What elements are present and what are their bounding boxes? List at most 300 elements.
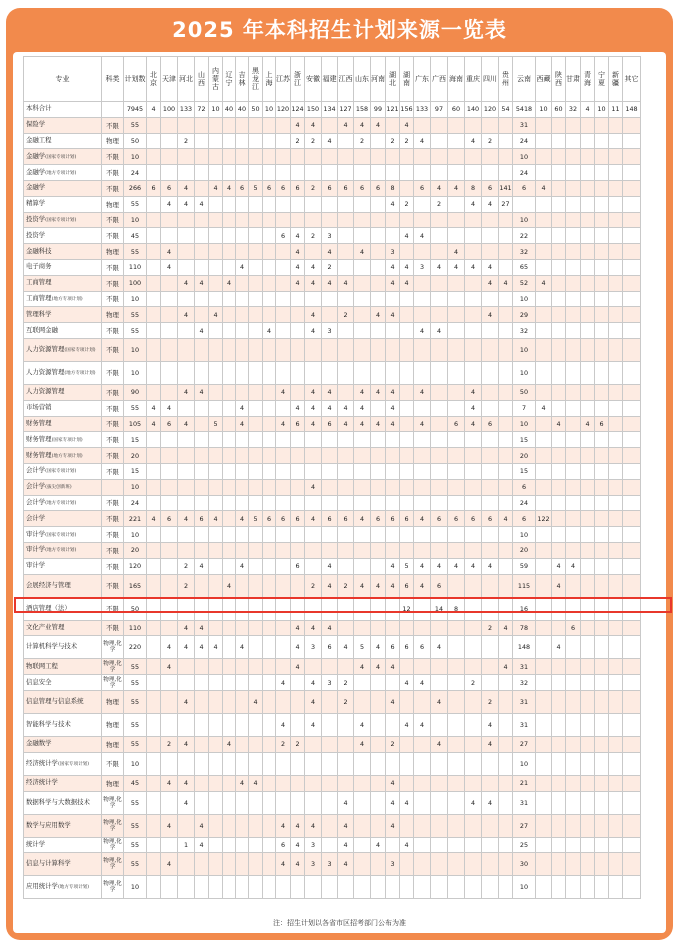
quota-cell (263, 117, 276, 133)
quota-cell (623, 837, 641, 853)
quota-cell (566, 361, 581, 384)
quota-cell (263, 853, 276, 876)
quota-cell: 22 (513, 228, 536, 244)
quota-cell: 20 (124, 542, 147, 558)
quota-cell (623, 736, 641, 752)
quota-cell (595, 736, 609, 752)
quota-cell (371, 713, 386, 736)
quota-cell (263, 165, 276, 181)
quota-cell (161, 527, 178, 543)
quota-cell: 7945 (124, 102, 147, 118)
quota-cell (595, 775, 609, 791)
quota-cell (536, 574, 552, 597)
quota-cell (195, 791, 209, 814)
quota-cell: 4 (276, 814, 291, 837)
quota-cell (195, 259, 209, 275)
quota-cell: 4 (448, 244, 465, 260)
quota-cell (263, 620, 276, 636)
quota-cell (414, 495, 431, 511)
quota-cell: 1 (178, 837, 195, 853)
quota-cell (223, 752, 236, 775)
quota-cell (291, 448, 305, 464)
subject-type-cell: 不限 (102, 597, 124, 620)
col-header: 贵州 (499, 57, 513, 102)
quota-cell (291, 432, 305, 448)
quota-cell: 10 (124, 752, 147, 775)
quota-cell (400, 307, 414, 323)
quota-cell (195, 212, 209, 228)
quota-cell (595, 636, 609, 659)
subject-type-cell: 物理,化学 (102, 791, 124, 814)
major-name: 计算机科学与技术 (26, 642, 78, 651)
subject-type-cell: 不限 (102, 416, 124, 432)
quota-cell (536, 361, 552, 384)
quota-cell (499, 416, 513, 432)
quota-cell (322, 338, 338, 361)
quota-cell (276, 620, 291, 636)
quota-cell: 2 (482, 133, 499, 149)
quota-cell: 6 (414, 636, 431, 659)
quota-cell (338, 713, 354, 736)
col-header: 安徽 (305, 57, 322, 102)
quota-cell (236, 432, 249, 448)
quota-cell: 141 (499, 180, 513, 196)
quota-cell: 2 (386, 736, 400, 752)
quota-cell: 6 (322, 636, 338, 659)
major-name: 会计学 (26, 482, 46, 491)
quota-cell (609, 180, 623, 196)
quota-cell (291, 323, 305, 339)
quota-cell (414, 814, 431, 837)
major-name-cell (24, 853, 102, 876)
quota-cell: 55 (124, 117, 147, 133)
subject-type-cell: 不限 (102, 448, 124, 464)
quota-cell (623, 659, 641, 675)
quota-cell (386, 361, 400, 384)
quota-cell: 20 (513, 542, 536, 558)
quota-cell (623, 323, 641, 339)
major-subtype: (拔尖创新班) (45, 485, 72, 491)
subject-type-cell (102, 102, 124, 118)
quota-cell: 4 (431, 323, 448, 339)
subject-type-cell: 不限 (102, 149, 124, 165)
quota-cell (623, 675, 641, 691)
quota-cell (566, 307, 581, 323)
quota-cell (581, 791, 595, 814)
quota-cell: 4 (338, 791, 354, 814)
quota-cell (371, 133, 386, 149)
quota-cell (595, 752, 609, 775)
col-header: 上海 (263, 57, 276, 102)
quota-cell (195, 228, 209, 244)
quota-cell (414, 338, 431, 361)
quota-cell (581, 659, 595, 675)
subject-type-cell (102, 479, 124, 495)
quota-cell (623, 752, 641, 775)
col-header: 广东 (414, 57, 431, 102)
quota-cell (623, 361, 641, 384)
quota-cell (499, 291, 513, 307)
table-row (24, 837, 641, 853)
quota-cell (236, 479, 249, 495)
quota-cell: 2 (322, 259, 338, 275)
major-name: 审计学 (26, 545, 46, 554)
col-header: 陕西 (552, 57, 566, 102)
quota-cell: 4 (338, 814, 354, 837)
quota-cell (263, 713, 276, 736)
quota-cell (223, 814, 236, 837)
quota-cell (161, 791, 178, 814)
quota-cell: 4 (178, 196, 195, 212)
quota-cell (431, 542, 448, 558)
quota-cell (482, 853, 499, 876)
quota-cell (291, 527, 305, 543)
quota-cell (499, 574, 513, 597)
col-header: 福建 (322, 57, 338, 102)
quota-cell (482, 291, 499, 307)
quota-cell: 4 (371, 636, 386, 659)
quota-cell: 55 (124, 675, 147, 691)
major-name-cell (24, 432, 102, 448)
quota-cell (178, 165, 195, 181)
quota-cell (566, 180, 581, 196)
quota-cell (354, 775, 371, 791)
quota-cell (499, 384, 513, 400)
quota-cell (609, 620, 623, 636)
quota-cell (322, 791, 338, 814)
quota-cell (609, 338, 623, 361)
quota-cell (566, 259, 581, 275)
quota-cell: 4 (223, 574, 236, 597)
major-name-cell (24, 752, 102, 775)
quota-cell (236, 384, 249, 400)
quota-cell: 10 (263, 102, 276, 118)
quota-cell (338, 259, 354, 275)
quota-cell (178, 259, 195, 275)
quota-cell (400, 690, 414, 713)
major-name-cell (24, 102, 102, 118)
quota-cell (566, 775, 581, 791)
quota-cell (263, 259, 276, 275)
quota-cell (400, 323, 414, 339)
quota-cell (195, 180, 209, 196)
quota-cell (465, 574, 482, 597)
quota-cell (623, 228, 641, 244)
quota-cell: 4 (386, 690, 400, 713)
quota-cell (400, 361, 414, 384)
quota-cell (595, 853, 609, 876)
major-name: 本科合计 (26, 104, 52, 113)
quota-cell (209, 275, 223, 291)
major-name-cell (24, 323, 102, 339)
quota-cell (536, 752, 552, 775)
quota-cell (448, 323, 465, 339)
quota-cell (178, 659, 195, 675)
quota-cell (291, 338, 305, 361)
major-name-cell (24, 690, 102, 713)
quota-cell (482, 448, 499, 464)
quota-cell: 31 (513, 117, 536, 133)
quota-cell (338, 775, 354, 791)
quota-cell: 4 (147, 416, 161, 432)
col-header: 宁夏 (595, 57, 609, 102)
quota-cell (581, 853, 595, 876)
quota-cell (400, 338, 414, 361)
quota-cell (263, 752, 276, 775)
quota-cell (482, 463, 499, 479)
quota-cell: 4 (161, 259, 178, 275)
quota-cell (566, 713, 581, 736)
quota-cell (536, 307, 552, 323)
quota-cell (209, 244, 223, 260)
quota-cell: 4 (322, 244, 338, 260)
quota-cell (354, 165, 371, 181)
quota-cell: 6 (147, 180, 161, 196)
quota-cell: 124 (291, 102, 305, 118)
quota-cell: 4 (236, 259, 249, 275)
quota-cell (581, 463, 595, 479)
quota-cell: 4 (465, 558, 482, 574)
quota-cell: 148 (623, 102, 641, 118)
quota-cell (566, 853, 581, 876)
quota-cell (236, 527, 249, 543)
quota-cell (223, 338, 236, 361)
major-name: 酒店管理（法） (26, 603, 71, 612)
major-name-cell (24, 527, 102, 543)
quota-cell: 4 (482, 307, 499, 323)
quota-cell (536, 837, 552, 853)
quota-cell (178, 495, 195, 511)
table-row (24, 291, 641, 307)
quota-cell (354, 432, 371, 448)
quota-cell: 4 (386, 400, 400, 416)
subject-type-cell: 不限 (102, 361, 124, 384)
quota-cell (178, 400, 195, 416)
quota-cell (499, 675, 513, 691)
quota-cell (465, 837, 482, 853)
quota-cell (354, 558, 371, 574)
quota-cell (431, 244, 448, 260)
quota-cell (263, 574, 276, 597)
quota-cell: 7 (513, 400, 536, 416)
quota-cell (195, 574, 209, 597)
quota-cell: 4 (322, 384, 338, 400)
quota-cell (276, 244, 291, 260)
quota-cell (499, 814, 513, 837)
quota-cell (236, 713, 249, 736)
major-name-cell (24, 542, 102, 558)
quota-cell (249, 527, 263, 543)
quota-cell (161, 432, 178, 448)
quota-cell (236, 876, 249, 899)
quota-cell (623, 495, 641, 511)
quota-cell (431, 463, 448, 479)
quota-cell (209, 384, 223, 400)
quota-cell (536, 542, 552, 558)
quota-cell (386, 479, 400, 495)
quota-cell: 55 (124, 196, 147, 212)
quota-cell: 72 (195, 102, 209, 118)
quota-cell (276, 636, 291, 659)
quota-cell (147, 133, 161, 149)
quota-cell (371, 463, 386, 479)
major-name: 数据科学与大数据技术 (26, 797, 90, 806)
quota-cell (552, 323, 566, 339)
quota-cell (499, 228, 513, 244)
quota-cell (536, 814, 552, 837)
quota-cell (595, 511, 609, 527)
quota-cell (581, 675, 595, 691)
quota-cell (322, 876, 338, 899)
major-name: 市场营销 (26, 403, 52, 412)
quota-cell (249, 212, 263, 228)
quota-cell (400, 527, 414, 543)
quota-cell: 4 (195, 636, 209, 659)
quota-cell (609, 323, 623, 339)
quota-cell (338, 736, 354, 752)
quota-cell: 4 (371, 659, 386, 675)
quota-cell (178, 323, 195, 339)
quota-cell (386, 752, 400, 775)
quota-cell (609, 212, 623, 228)
quota-cell: 120 (124, 558, 147, 574)
quota-cell (595, 448, 609, 464)
quota-cell (263, 659, 276, 675)
quota-cell (386, 675, 400, 691)
quota-cell (209, 814, 223, 837)
quota-cell (291, 149, 305, 165)
quota-cell (609, 690, 623, 713)
major-name-cell (24, 495, 102, 511)
quota-cell (448, 165, 465, 181)
quota-cell (147, 228, 161, 244)
quota-cell (499, 400, 513, 416)
quota-cell (178, 244, 195, 260)
quota-cell: 15 (124, 463, 147, 479)
quota-cell (465, 752, 482, 775)
quota-cell: 4 (499, 620, 513, 636)
quota-cell (414, 448, 431, 464)
quota-cell (595, 180, 609, 196)
quota-cell: 4 (236, 636, 249, 659)
quota-cell (263, 384, 276, 400)
quota-cell (536, 659, 552, 675)
quota-cell: 100 (124, 275, 147, 291)
quota-cell: 31 (513, 713, 536, 736)
enrollment-table (23, 56, 641, 899)
quota-cell: 12 (400, 597, 414, 620)
quota-cell (249, 479, 263, 495)
quota-cell (276, 361, 291, 384)
subject-type-cell: 物理,化学 (103, 660, 122, 673)
quota-cell (371, 495, 386, 511)
table-row (24, 149, 641, 165)
major-subtype: (地方专项计划) (45, 170, 77, 176)
quota-cell (581, 259, 595, 275)
quota-cell: 4 (305, 416, 322, 432)
quota-cell: 3 (305, 636, 322, 659)
quota-cell: 4 (322, 275, 338, 291)
quota-cell (305, 244, 322, 260)
quota-cell (536, 165, 552, 181)
quota-cell (209, 542, 223, 558)
subject-type-cell: 物理 (102, 713, 124, 736)
quota-cell: 4 (249, 775, 263, 791)
quota-cell (209, 228, 223, 244)
quota-cell: 6 (338, 180, 354, 196)
quota-cell: 20 (513, 448, 536, 464)
quota-cell: 4 (354, 117, 371, 133)
quota-cell: 60 (552, 102, 566, 118)
quota-cell (354, 853, 371, 876)
col-header: 河南 (371, 57, 386, 102)
major-name: 信息安全 (26, 677, 52, 686)
quota-cell: 6 (595, 416, 609, 432)
quota-cell (386, 527, 400, 543)
quota-cell (305, 165, 322, 181)
quota-cell (305, 791, 322, 814)
quota-cell (263, 400, 276, 416)
quota-cell (448, 495, 465, 511)
quota-cell (499, 448, 513, 464)
quota-cell (448, 361, 465, 384)
quota-cell: 4 (236, 511, 249, 527)
quota-cell (338, 495, 354, 511)
quota-cell: 4 (338, 117, 354, 133)
quota-cell (195, 432, 209, 448)
quota-cell (482, 212, 499, 228)
quota-cell (581, 212, 595, 228)
quota-cell (552, 275, 566, 291)
quota-cell: 165 (124, 574, 147, 597)
quota-cell (609, 775, 623, 791)
quota-cell: 4 (178, 275, 195, 291)
quota-cell (223, 323, 236, 339)
quota-cell: 4 (305, 690, 322, 713)
quota-cell (536, 495, 552, 511)
quota-cell (609, 400, 623, 416)
quota-cell: 4 (371, 574, 386, 597)
quota-cell: 6 (161, 511, 178, 527)
major-name-cell (24, 736, 102, 752)
quota-cell: 4 (291, 814, 305, 837)
quota-cell (448, 837, 465, 853)
subject-type-cell: 不限 (102, 574, 124, 597)
quota-cell (552, 361, 566, 384)
quota-cell (223, 400, 236, 416)
major-subtype: (地方专项计划) (64, 370, 96, 376)
quota-cell: 4 (581, 102, 595, 118)
quota-cell: 4 (178, 636, 195, 659)
quota-cell (276, 752, 291, 775)
quota-cell (371, 775, 386, 791)
quota-cell: 4 (305, 620, 322, 636)
quota-cell (465, 479, 482, 495)
quota-cell (566, 244, 581, 260)
major-name: 财务管理 (26, 450, 52, 459)
quota-cell: 10 (513, 416, 536, 432)
quota-cell: 4 (291, 659, 305, 675)
quota-cell (414, 791, 431, 814)
quota-cell: 21 (513, 775, 536, 791)
table-row (24, 659, 641, 675)
major-name-cell (24, 636, 102, 659)
quota-cell: 10 (513, 752, 536, 775)
quota-cell: 4 (400, 675, 414, 691)
quota-cell (414, 196, 431, 212)
quota-cell (147, 574, 161, 597)
quota-cell (223, 133, 236, 149)
